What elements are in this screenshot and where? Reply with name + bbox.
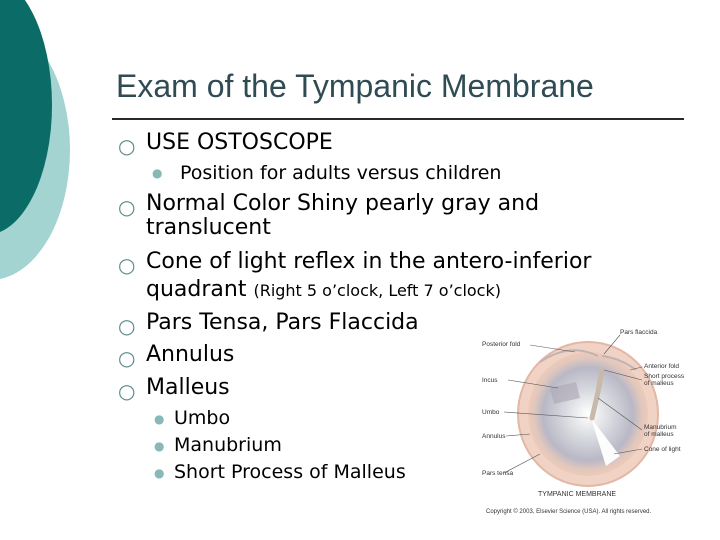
sub-bullet-short-process: Short Process of Malleus bbox=[174, 461, 406, 483]
title-underline bbox=[112, 118, 684, 120]
sub-bullet-marker: ● bbox=[154, 466, 165, 480]
bullet-marker: ○ bbox=[118, 134, 136, 158]
bullet-annulus: Annulus bbox=[146, 342, 235, 367]
label-umbo: Umbo bbox=[482, 409, 500, 416]
bullet-normal-color-line1: Normal Color Shiny pearly gray and bbox=[146, 191, 540, 216]
cone-clock-note: (Right 5 o’clock, Left 7 o’clock) bbox=[253, 281, 501, 300]
bullet-malleus: Malleus bbox=[146, 375, 230, 400]
tympanic-membrane-diagram bbox=[480, 322, 690, 520]
bullet-marker: ○ bbox=[118, 314, 136, 338]
sub-bullet-marker: ● bbox=[154, 439, 165, 453]
sub-bullet-umbo: Umbo bbox=[174, 407, 231, 429]
bullet-pars: Pars Tensa, Pars Flaccida bbox=[146, 310, 419, 335]
cone-quadrant-text: quadrant bbox=[146, 277, 247, 302]
sub-bullet-marker: ● bbox=[152, 166, 163, 180]
label-pars-tensa: Pars tensa bbox=[482, 470, 514, 477]
label-manubrium-line2: of malleus bbox=[644, 431, 674, 438]
tympanic-membrane-disc bbox=[528, 352, 648, 476]
bullet-marker: ○ bbox=[118, 195, 136, 219]
copyright-notice: Copyright © 2003, Elsevier Science (USA). All rights reserved. bbox=[486, 509, 652, 515]
bullet-use-otoscope: USE OSTOSCOPE bbox=[146, 130, 333, 155]
diagram-caption: TYMPANIC MEMBRANE bbox=[538, 491, 617, 498]
bullet-cone-of-light-line1: Cone of light reflex in the antero-inferior bbox=[146, 249, 592, 274]
label-short-process-line1: Short process bbox=[644, 373, 685, 380]
bullet-normal-color-line2: translucent bbox=[146, 215, 271, 240]
label-manubrium-line1: Manubrium bbox=[644, 424, 677, 431]
label-annulus: Annulus bbox=[482, 433, 506, 440]
sub-bullet-marker: ● bbox=[154, 412, 165, 426]
label-pars-flaccida: Pars flaccida bbox=[620, 329, 658, 336]
sub-bullet-manubrium: Manubrium bbox=[174, 434, 282, 456]
bullet-marker: ○ bbox=[118, 253, 136, 277]
sub-bullet-position: Position for adults versus children bbox=[180, 162, 502, 184]
slide-title: Exam of the Tympanic Membrane bbox=[116, 68, 594, 104]
label-short-process-line2: of malleus bbox=[644, 380, 674, 387]
bullet-cone-of-light-line2 bbox=[146, 277, 501, 304]
label-cone-of-light: Cone of light bbox=[644, 446, 681, 453]
label-posterior-fold: Posterior fold bbox=[482, 341, 521, 348]
bullet-marker: ○ bbox=[118, 379, 136, 403]
bullet-marker: ○ bbox=[118, 346, 136, 370]
label-incus: Incus bbox=[482, 377, 498, 384]
label-anterior-fold: Anterior fold bbox=[644, 363, 680, 370]
